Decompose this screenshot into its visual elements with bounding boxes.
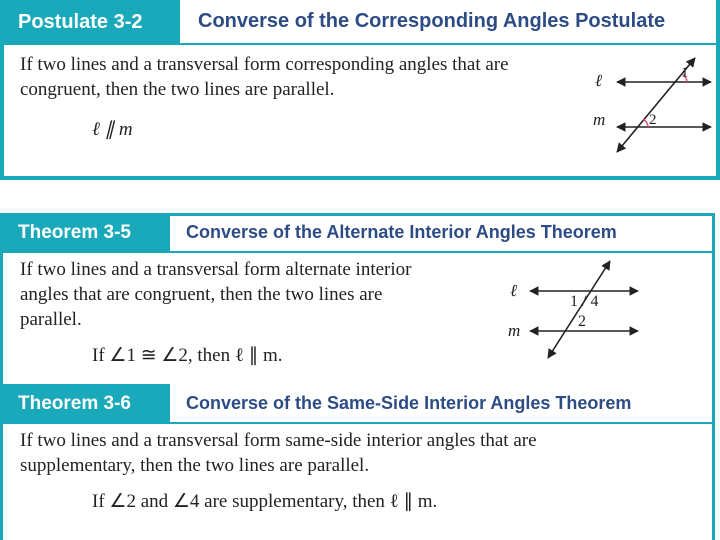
postulate-3-2-title: Converse of the Corresponding Angles Postulate (198, 10, 666, 32)
postulate-3-2-body: If two lines and a transversal form corresponding angles that are congruent, then the two lines are parallel. (20, 54, 509, 100)
theorem-3-5-title-rule (170, 251, 715, 253)
postulate-3-2-statement: ℓ ∥ m (92, 119, 133, 140)
angle-2-label: 2 (649, 112, 657, 128)
postulate-figure (585, 55, 715, 160)
line-m-label: m (593, 110, 606, 129)
theorem-3-5-tab: Theorem 3-5 (0, 213, 170, 253)
angle-1-4-label: 1 / 4 (570, 293, 599, 310)
theorem-3-5-body: If two lines and a transversal form alternate interior angles that are congruent, then the two lines are parallel. (20, 259, 412, 330)
angle-1-label: 1 (681, 65, 689, 81)
postulate-3-2-title-rule (180, 43, 720, 45)
line-l-label: ℓ (595, 71, 603, 90)
theorem-3-5-figure (500, 258, 640, 363)
postulate-3-2-tab: Postulate 3-2 (0, 0, 180, 45)
theorem-3-6-body: If two lines and a transversal form same-side interior angles that are supplementary, then the two lines are parallel. (20, 430, 537, 476)
theorem-3-6-tab: Theorem 3-6 (0, 384, 170, 424)
theorem-3-6-statement: If ∠2 and ∠4 are supplementary, then ℓ ∥ m. (92, 491, 438, 512)
angle-2-label: 2 (578, 313, 586, 330)
theorem-3-5-title: Converse of the Alternate Interior Angles Theorem (186, 222, 617, 242)
line-l-label: ℓ (510, 281, 518, 300)
angle-2-arc (643, 119, 648, 127)
theorem-3-6-title-rule (170, 422, 715, 424)
theorem-3-6-title: Converse of the Same-Side Interior Angles Theorem (186, 393, 632, 413)
line-m-label: m (508, 321, 521, 340)
theorem-3-5-statement: If ∠1 ≅ ∠2, then ℓ ∥ m. (92, 345, 283, 366)
